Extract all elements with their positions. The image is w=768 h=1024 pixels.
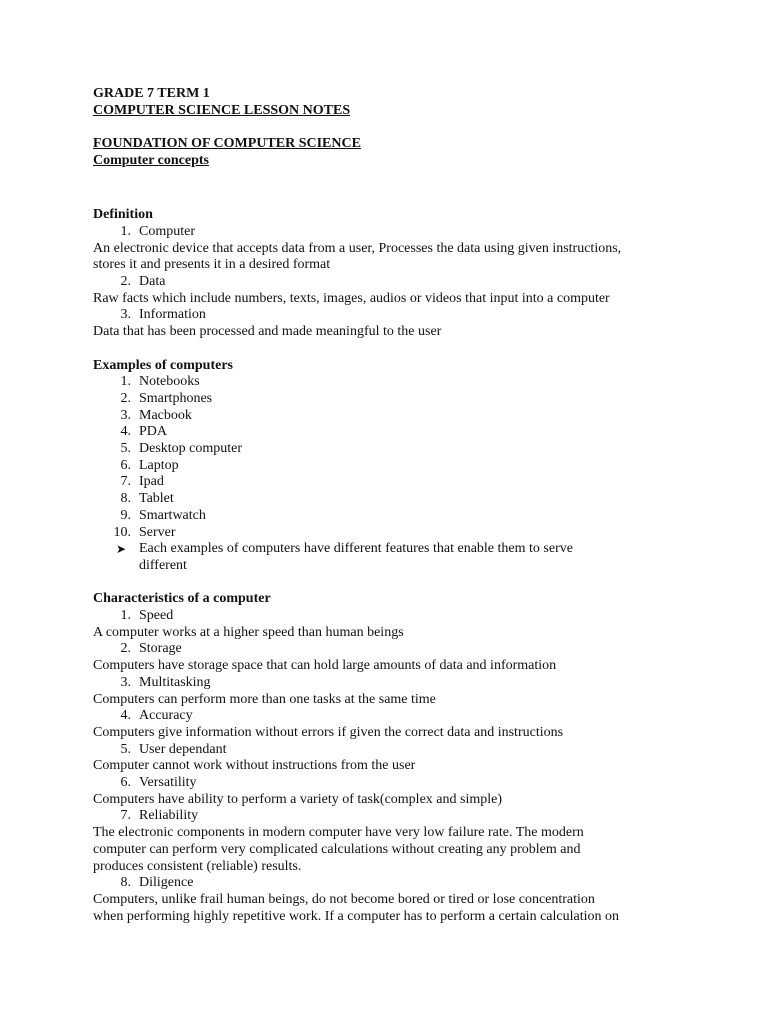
definition-term: Data <box>139 274 166 289</box>
list-item: 5. Desktop computer <box>120 441 243 457</box>
spacer <box>93 170 693 187</box>
spacer <box>93 186 693 207</box>
characteristic-text: A computer works at a higher speed than human beings <box>93 624 404 640</box>
characteristic-text: Computers can perform more than one tasks at the same time <box>93 691 436 707</box>
definition-heading: Definition <box>93 207 153 223</box>
definition-text: Raw facts which include numbers, texts, images, audios or videos that input into a computer <box>93 290 610 306</box>
definition-item: 1. Computer <box>120 223 195 239</box>
characteristic-text: Computers have ability to perform a variety of task(complex and simple) <box>93 791 502 807</box>
characteristic-text: The electronic components in modern computer have very low failure rate. The modern <box>93 825 584 841</box>
characteristic-item: 1. Speed <box>120 608 174 624</box>
characteristic-item: 4. Accuracy <box>120 708 193 724</box>
spacer <box>93 341 693 358</box>
lesson-notes-heading: COMPUTER SCIENCE LESSON NOTES <box>93 102 351 118</box>
characteristic-item: 7. Reliability <box>120 808 199 824</box>
examples-heading: Examples of computers <box>93 357 233 373</box>
grade-term-heading: GRADE 7 TERM 1 <box>93 86 210 101</box>
characteristics-heading: Characteristics of a computer <box>93 591 271 607</box>
characteristic-item: 6. Versatility <box>120 775 197 791</box>
characteristic-text: computer can perform very complicated calculations without creating any problem and <box>93 841 581 857</box>
characteristic-text: Computers have storage space that can hold large amounts of data and information <box>93 658 557 674</box>
list-item: 4. PDA <box>120 424 168 440</box>
topic-subtitle: Computer concepts <box>93 152 210 168</box>
topic-title: FOUNDATION OF COMPUTER SCIENCE <box>93 136 361 152</box>
list-item: 2. Smartphones <box>120 390 213 406</box>
spacer <box>93 119 693 136</box>
arrow-bullet-icon: ➤ <box>116 542 127 557</box>
bullet-note: ➤ Each examples of computers have different features that enable them to serve different <box>116 541 573 573</box>
list-item: 3. Macbook <box>120 407 192 423</box>
definition-item: 2. Data <box>120 274 166 289</box>
definition-item: 3. Information <box>120 307 206 323</box>
list-item: 1. Notebooks <box>120 374 200 390</box>
list-item: 6. Laptop <box>120 457 179 473</box>
characteristic-text: produces consistent (reliable) results. <box>93 858 302 874</box>
characteristic-text: when performing highly repetitive work. If a computer has to perform a certain calculation on <box>93 908 619 924</box>
characteristic-item: 3. Multitasking <box>120 674 211 690</box>
characteristic-item: 5. User dependant <box>120 741 227 757</box>
characteristic-text: Computers, unlike frail human beings, do not become bored or tired or lose concentration <box>93 891 595 907</box>
definition-term: Computer <box>139 223 195 239</box>
characteristic-text: Computer cannot work without instructions from the user <box>93 758 416 774</box>
definition-term: Information <box>139 307 206 323</box>
list-item: 8. Tablet <box>120 491 174 507</box>
characteristic-text: Computers give information without errors if given the correct data and instructions <box>93 724 564 740</box>
characteristic-item: 8. Diligence <box>120 875 194 891</box>
list-item: 7. Ipad <box>120 474 164 490</box>
definition-text: Data that has been processed and made meaningful to the user <box>93 324 442 340</box>
spacer <box>93 575 693 592</box>
list-item: 10. Server <box>113 524 176 540</box>
list-item: 9. Smartwatch <box>120 507 206 523</box>
characteristic-item: 2. Storage <box>120 641 182 657</box>
definition-text: An electronic device that accepts data from a user, Processes the data using given instructions, stores it and presents it in a desired format <box>93 240 622 273</box>
document-page <box>93 86 693 925</box>
